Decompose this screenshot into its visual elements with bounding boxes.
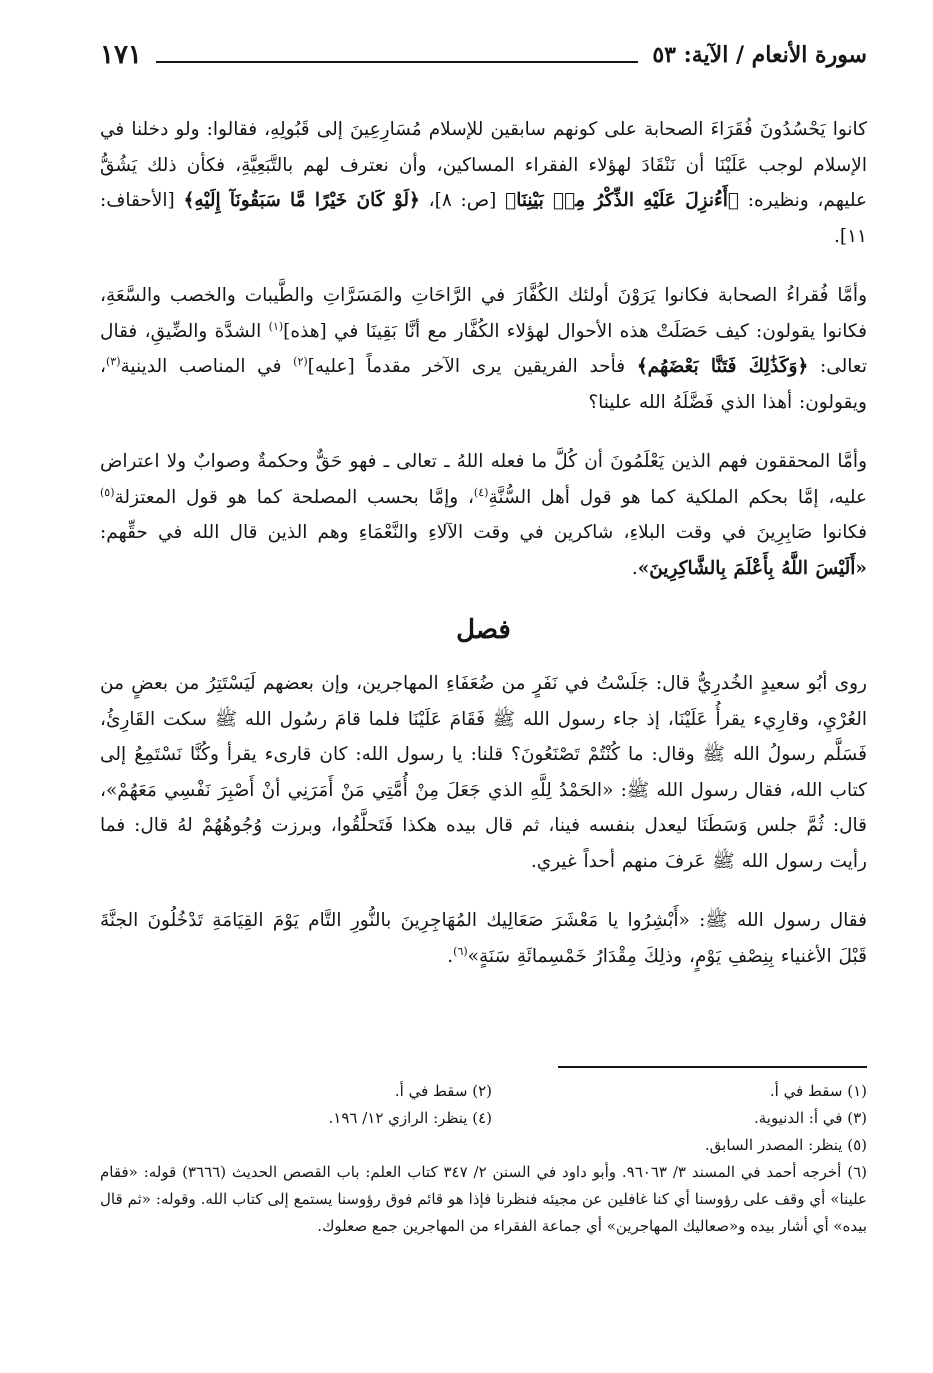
paragraph-3-text: وأمَّا المحققون فهم الذين يَعْلَمُونَ أن كُلَّ ما فعله اللهُ ـ تعالى ـ فهو حَقٌّ وحكمةٌ وصوابٌ ولا اعتراض عليه، إمَّا بحكم الملكية كما هو قول أهل السُّنَّةِ	[100, 451, 867, 508]
footnote-2: (٢) سقط في أ.	[394, 1082, 492, 1100]
paragraph-1	[100, 112, 867, 254]
quran-quote: ﴿لَوْ كَانَ خَيْرًا مَّا سَبَقُونَآ إِلَيْهِ﴾	[183, 190, 420, 211]
footnote-row	[100, 1105, 867, 1132]
quran-reference: [ص: ٨]،	[419, 190, 506, 211]
paragraph-2-text: الشدَّة والضِّيقِ، فقال تعالى:	[100, 320, 867, 377]
paragraph-2-text: فأحد الفريقين يرى الآخر مقدماً [عليه]	[307, 356, 637, 377]
paragraph-3	[100, 444, 867, 586]
quran-reference: [الأحقاف: ١١].	[100, 190, 867, 247]
paragraph-5-text: فقال رسول الله ﷺ: «أَبْشِرُوا يا مَعْشَرَ صَعَالِيك المُهَاجِرِينَ بالنُّورِ التَّام يَوْمَ القِيَامَةِ تَدْخُلُونَ الجنَّةَ قَبْلَ الأغنياء بِنِصْفِ يَوْمٍ، وذلِكَ مِقْدَارُ خَمْسِمائَةِ سَنَةٍ»	[100, 910, 867, 967]
footnote-marker[interactable]: (٥)	[100, 485, 115, 499]
paragraph-2-text: ، ويقولون: أهذا الذي فَضَّلَهُ الله علينا؟	[100, 356, 867, 413]
paragraph-2-text: وأمَّا فُقراءُ الصحابة فكانوا يَرَوْنَ أولئك الكُفَّارَ في الرَّاحَاتِ والمَسَرَّاتِ والطَّيبات والخصب والسَّعَةِ، فكانوا يقولون: كيف حَصَلَتْ هذه الأحوال لهؤلاء الكُفَّار مع أنَّا بَقِينَا في [هذه]	[100, 285, 867, 342]
quran-quote: ﴿أَءُنزِلَ عَلَيْهِ الذِّكْرُ مِنۢ بَيْنِنَا﴾	[505, 190, 739, 211]
paragraph-5	[100, 903, 867, 974]
footnote-marker[interactable]: (٢)	[293, 354, 308, 368]
paragraph-1-text: كانوا يَحْسُدُونَ فُقَرَاءَ الصحابة على كونهم سابقين للإسلام مُسَارِعِينَ إلى قَبُولِهِ، فقالوا: ولو دخلنا في الإسلام لوجب عَلَيْنَا أن نَنْقَادَ لهؤلاء الفقراء المساكين، وأن نعترف لهم بالتَّبَعِيَّةِ، فكأن ذلك يَشُقُّ عليهم، ونظيره:	[100, 119, 867, 211]
quran-quote: «أَلَيْسَ اللَّهُ بِأَعْلَمَ بِالشَّاكِرِينَ»	[637, 557, 867, 579]
paragraph-2-text: في المناصب الدينية	[120, 356, 294, 377]
footnote-separator	[558, 1066, 867, 1068]
footnote-row	[100, 1132, 867, 1159]
footnote-marker[interactable]: (٤)	[473, 485, 489, 499]
footnote-1: (١) سقط في أ.	[769, 1082, 867, 1100]
quran-quote: ﴿وَكَذَٰلِكَ فَتَنَّا بَعْضَهُم﴾	[636, 356, 809, 377]
paragraph-2	[100, 278, 867, 420]
paragraph-3-text: ، وإمَّا بحسب المصلحة كما هو قول المعتزلة	[114, 486, 474, 508]
footnotes	[100, 1078, 867, 1240]
header-rule	[156, 61, 638, 63]
section-heading: فصل	[456, 615, 511, 645]
paragraph-4	[100, 666, 867, 879]
footnote-5: (٥) ينظر: المصدر السابق.	[704, 1136, 867, 1154]
footnote-4: (٤) ينظر: الرازي ١٢/ ١٩٦.	[328, 1109, 492, 1127]
paragraph-3-text: فكانوا صَابِرِينَ في وقت البلاءِ، شاكرين في وقت الآلاءِ والنَّعْمَاءِ وهم الذين قال الله في حقِّهم:	[100, 522, 867, 543]
page-number: ١٧١	[100, 40, 142, 70]
footnote-row	[100, 1078, 867, 1105]
header-title: سورة الأنعام / الآية: ٥٣	[652, 42, 867, 68]
paragraph-4-text: روى أبُو سعيدٍ الخُدرِيُّ قال: جَلَسْتُ في نَفَرٍ من ضُعَفَاءِ المهاجرين، وإن بعضهم لَيَسْتَتِرُ من بعضٍ من العُرْيِ، وقارِيء يقرأُ عَلَيْنَا، إذ جاء رسول الله ﷺ فَقَامَ عَلَيْنَا فلما قامَ رسُول الله ﷺ سكت القَارِئُ، فَسَلَّم رسولُ الله ﷺ وقال: ما كُنْتُمْ تَصْنَعُونَ؟ قلنا: يا رسول الله: كان قارىء يقرأ وكُنَّا نَسْتَمِعُ إلى كتاب الله، فقال رسول الله ﷺ: «الحَمْدُ لِلَّهِ الذي جَعَلَ مِنْ أُمَّتِي مَنْ أَمَرَنِي أنْ أَصْبِرَ نَفْسِي مَعَهُمْ»، قال: ثُمَّ جلس وَسَطَنَا ليعدل بنفسه فينا، ثم قال بيده هكذا فَتَحلَّقُوا، وبرزت وُجُوهُهُمْ لهُ قال: فما رأيت رسول الله ﷺ عَرفَ منهم أحداً غيري.	[100, 673, 867, 872]
main-text	[100, 112, 867, 998]
paragraph-5-text: .	[447, 945, 454, 967]
paragraph-3-text: .	[631, 557, 638, 579]
footnote-marker[interactable]: (١)	[268, 319, 284, 333]
running-header	[100, 26, 867, 72]
footnote-marker[interactable]: (٣)	[105, 354, 121, 368]
footnote-marker[interactable]: (٦)	[453, 944, 468, 958]
footnote-6: (٦) أخرجه أحمد في المسند ٣/ ٩٦٠٦٣. وأبو داود في السنن ٢/ ٣٤٧ كتاب العلم: باب القصص الحديث (٣٦٦٦) قوله: «فقام علينا» أي وقف على رؤوسنا أي كنا غافلين عن مجيئه فنظرنا فإذا هو قائم فوق رؤوسنا يستمع إلى كتاب الله. وقوله: «ثم قال بيده» أي أشار بيده و«صعاليك المهاجرين» أي جماعة الفقراء من المهاجرين جمع صعلوك.	[100, 1163, 867, 1235]
footnote-3: (٣) في أ: الدنيوية.	[753, 1109, 867, 1127]
